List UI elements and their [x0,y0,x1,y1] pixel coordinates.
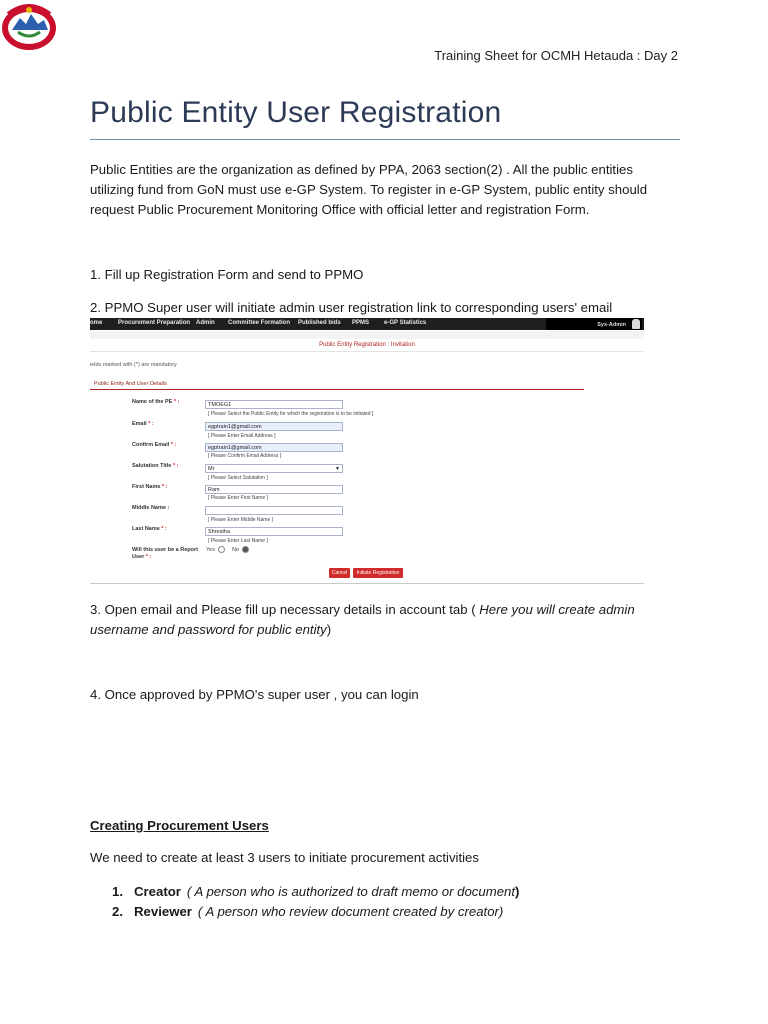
first-name-hint: [ Please Enter First Name ] [208,495,269,501]
middle-name-hint: [ Please Enter Middle Name ] [208,517,274,523]
salutation-hint: [ Please Select Salutation ] [208,475,268,481]
section-title: Public Entity And User Details [94,381,167,387]
nepal-emblem-logo [0,0,60,52]
egp-navbar [90,318,644,330]
report-user-yes-radio[interactable]: Yes [206,546,228,553]
step-4-text: 4. Once approved by PPMO's super user , you can login [90,687,419,702]
intro-paragraph: Public Entities are the organization as defined by PPA, 2063 section(2) . All the public entities utilizing fund from GoN must use e-GP System. To register in e-GP System, public entity should request Public Procurement Monitoring Office with official letter and registration Form. [90,162,648,217]
registration-form-screenshot [90,318,644,584]
last-name-label: Last Name * : [132,526,167,532]
report-user-label-2: User * : [132,554,152,560]
middle-name-label: Middle Name : [132,505,170,511]
list-item: 2. Reviewer ( A person who review document created by creator) [112,904,504,919]
email-label: Email * : [132,421,154,427]
salutation-label: Salutation Title * : [132,463,179,469]
nav-admin[interactable]: Admin [196,320,215,326]
confirm-email-hint: [ Please Confirm Email Address ] [208,453,282,459]
sys-admin-label: Sys-Admin [597,322,626,328]
users-needed-text: We need to create at least 3 users to initiate procurement activities [90,850,479,865]
nav-procurement-preparation[interactable]: Procurement Preparation [118,320,191,326]
report-user-no-radio[interactable]: No [232,546,252,553]
step-2-text: 2. PPMO Super user will initiate admin user registration link to corresponding users' email [90,300,613,315]
step-3-text: 3. Open email and Please fill up necessary details in account tab ( Here you will create admin username and password for public entity) [90,602,635,637]
first-name-label: First Name * : [132,484,168,490]
email-hint: [ Please Enter Email Address ] [208,433,276,439]
nav-committee-formation[interactable]: Committee Formation [228,320,291,326]
initiate-registration-button[interactable]: Initiate Registration [353,568,403,578]
roles-list [112,882,519,922]
nav-user-area[interactable] [546,318,642,330]
nav-ppms[interactable]: PPMS [352,320,370,326]
chevron-down-icon: ▼ [335,466,340,472]
report-user-label: Will this user be a Report [132,547,198,553]
email-input[interactable]: egptrain1@gmail.com [205,422,343,431]
nav-home[interactable]: ome [90,320,103,326]
pe-name-hint: [ Please Select the Public Entity for which the registration is to be initiated ] [208,411,374,417]
first-name-input[interactable]: Ram [205,485,343,494]
last-name-input[interactable]: Shrestha [205,527,343,536]
nav-egp-statistics[interactable]: e-GP Statistics [384,320,427,326]
pe-name-label: Name of the PE * : [132,399,180,405]
toolbar-strip [90,331,644,339]
salutation-select[interactable]: Mr ▼ [205,464,343,473]
divider [90,351,644,352]
creating-users-heading: Creating Procurement Users [90,818,269,833]
title-underline [90,139,680,140]
last-name-hint: [ Please Enter Last Name ] [208,538,268,544]
middle-name-input[interactable] [205,506,343,515]
cancel-button[interactable]: Cancel [329,568,350,578]
section-divider [90,389,584,390]
user-icon [632,319,640,329]
confirm-email-input[interactable]: egptrain1@gmail.com [205,443,343,452]
mandatory-note: ields marked with (*) are mandatory [90,362,177,368]
confirm-email-label: Confirm Email * : [132,442,177,448]
list-item: 1. Creator ( A person who is authorized to draft memo or document) [112,884,520,899]
pe-name-input[interactable]: TMOEG1 [205,400,343,409]
nav-published-bids[interactable]: Published bids [298,320,341,326]
page-title: Public Entity User Registration [90,96,502,129]
invitation-title: Public Entity Registration : Invitation [319,342,415,348]
step-1-text: 1. Fill up Registration Form and send to PPMO [90,267,364,282]
training-sheet-header: Training Sheet for OCMH Hetauda : Day 2 [434,48,678,63]
